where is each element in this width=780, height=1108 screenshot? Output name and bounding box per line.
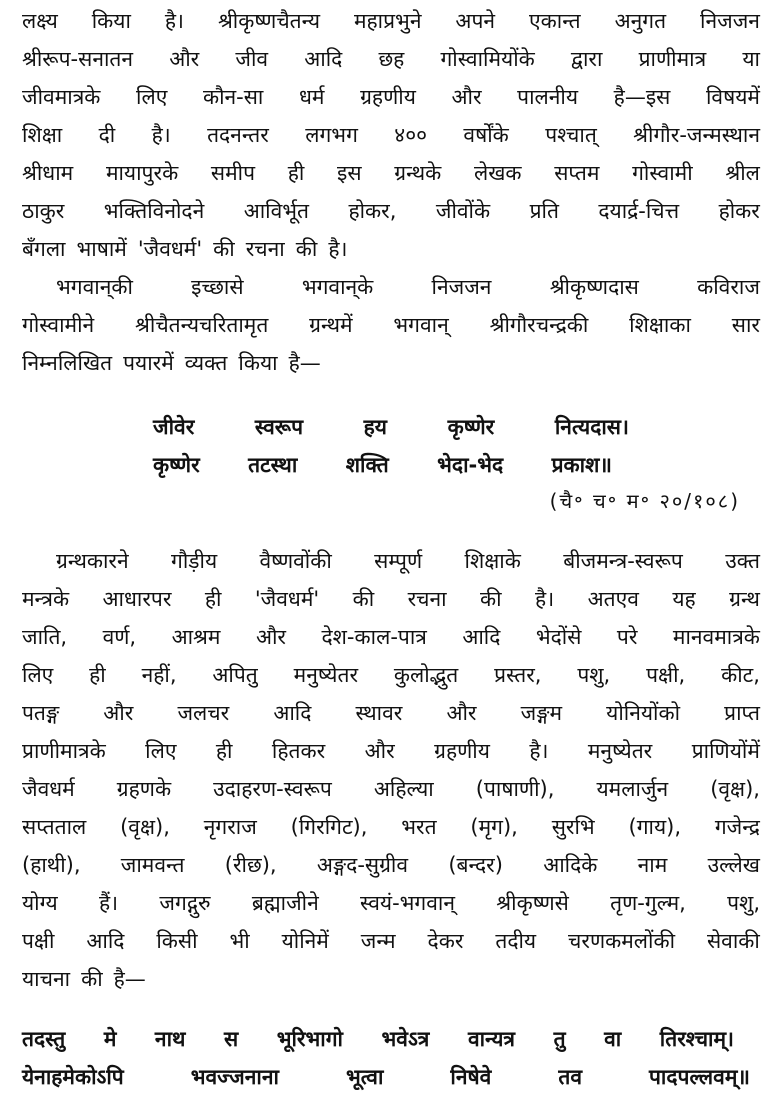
word: नाथ: [154, 1027, 186, 1051]
word: जाति,: [22, 625, 68, 649]
word: है।: [164, 9, 184, 33]
word: पशु,: [727, 891, 760, 915]
word: हय: [363, 415, 387, 439]
word: भक्तिविनोदने: [103, 199, 205, 223]
word: व्यक्त: [184, 351, 228, 375]
word: देश-काल-पात्र: [321, 625, 427, 649]
word: स: [223, 1027, 239, 1051]
word: तदीय: [495, 929, 537, 953]
text-line: [22, 846, 760, 884]
text-line: [22, 268, 760, 306]
word: प्राप्त: [724, 701, 760, 725]
word: सम्पूर्ण: [374, 549, 423, 573]
word: किया: [91, 9, 131, 33]
word: स्वयं-भगवान्: [360, 891, 456, 915]
word: आदि: [462, 625, 501, 649]
word: शिक्षाका: [629, 313, 691, 337]
word: स्वरूप: [254, 415, 303, 439]
word: प्रस्तर,: [494, 663, 542, 687]
word: श्रीगौरचन्द्रकी: [489, 313, 589, 337]
verse-line: [153, 446, 612, 484]
word: कृष्णेर: [153, 453, 200, 477]
word: सप्तताल: [22, 815, 87, 839]
word: नहीं,: [141, 663, 177, 687]
word: उदाहरण-स्वरूप: [213, 777, 332, 801]
word: ग्रन्थकारने: [56, 549, 129, 573]
word: गोस्वामियोंके: [440, 47, 535, 71]
word: ग्रहणीय: [360, 85, 416, 109]
word: भवज्जनाना: [190, 1065, 279, 1089]
word: है—: [288, 351, 321, 375]
word: की: [295, 237, 318, 261]
word: आविर्भूत: [243, 199, 309, 223]
word: हैं।: [98, 891, 119, 915]
word: यह: [672, 587, 696, 611]
text-line: [22, 618, 760, 656]
word: श्रीरूप-सनातन: [22, 47, 134, 71]
word: मानवमात्रके: [672, 625, 760, 649]
word: पतङ्ग: [22, 701, 60, 725]
word: भाषामें: [76, 237, 127, 261]
word: चरणकमलोंकी: [568, 929, 676, 953]
word: ग्रन्थमें: [309, 313, 353, 337]
word: श्रीधाम: [22, 161, 74, 185]
word: पशु,: [577, 663, 611, 687]
word: शिक्षा: [22, 123, 63, 147]
word: सप्तम: [554, 161, 600, 185]
word: प्राणियोंमें: [691, 739, 760, 763]
word: होकर,: [348, 199, 397, 223]
text-line: [22, 770, 760, 808]
word: आदिके: [543, 853, 598, 877]
word: इस: [337, 161, 362, 185]
word: (मृग),: [470, 815, 518, 839]
word: की: [213, 237, 235, 261]
word: आदि: [273, 701, 312, 725]
text-line: [22, 884, 760, 922]
word: भेदा-भेद: [437, 453, 504, 477]
word: है।: [151, 123, 171, 147]
sloka-block: [22, 1020, 760, 1096]
word: नृगराज: [203, 815, 257, 839]
word: (बन्दर): [448, 853, 503, 877]
word: सुरभि: [551, 815, 595, 839]
word: शिक्षाके: [464, 549, 521, 573]
word: श्रीकृष्णसे: [496, 891, 569, 915]
word: (गिरगिट),: [290, 815, 368, 839]
word: आदि: [304, 47, 343, 71]
word: वान्यत्र: [467, 1027, 516, 1051]
word: श्रीकृष्णचैतन्य: [217, 9, 320, 33]
word: समीप: [210, 161, 256, 185]
word: प्रति: [529, 199, 559, 223]
word: अतएव: [587, 587, 639, 611]
word: और: [446, 701, 477, 725]
word: बँगला: [22, 237, 66, 261]
word: जगद्गुरु: [159, 891, 211, 915]
word: वैष्णवोंकी: [259, 549, 332, 573]
word: है।: [535, 587, 555, 611]
word: जीवेर: [153, 415, 195, 439]
word: जीवोंके: [435, 199, 491, 223]
word: मायापुरके: [105, 161, 179, 185]
word: तृण-गुल्म,: [610, 891, 686, 915]
word: मनुष्येतर: [587, 739, 653, 763]
word: प्राणीमात्रके: [22, 739, 106, 763]
word: लिए: [136, 85, 168, 109]
word: (हाथी),: [22, 853, 81, 877]
word: निम्नलिखित: [22, 351, 113, 375]
word: योनिमें: [281, 929, 329, 953]
word: ग्रन्थके: [394, 161, 442, 185]
verse-reference: (चै॰ च॰ म॰ २०/१०८): [549, 489, 740, 513]
word: उक्त: [725, 549, 760, 573]
document-page: [22, 2, 760, 1096]
word: भवेऽत्र: [381, 1027, 430, 1051]
word: और: [169, 47, 200, 71]
word: और: [103, 701, 134, 725]
word: जैवधर्म: [22, 777, 75, 801]
text-line: [22, 694, 760, 732]
text-line: [22, 732, 760, 770]
paragraph-3: [22, 542, 760, 998]
word: कौन-सा: [202, 85, 264, 109]
word: है—इस: [613, 85, 671, 109]
word: पादपल्लवम्॥: [649, 1065, 750, 1089]
word: ग्रहणीय: [434, 739, 490, 763]
word: श्रील: [725, 161, 760, 185]
word: (गाय),: [628, 815, 682, 839]
word: विषयमें: [705, 85, 760, 109]
word: मनुष्येतर: [293, 663, 359, 687]
word: भी: [229, 929, 250, 953]
paragraph-2: [22, 268, 760, 382]
word: श्रीगौर-जन्मस्थान: [633, 123, 760, 147]
word: भगवान्‌के: [301, 275, 374, 299]
word: प्राणीमात्र: [638, 47, 707, 71]
word: (पाषाणी),: [475, 777, 555, 801]
word: जीव: [235, 47, 269, 71]
word: रचना: [407, 587, 447, 611]
word: वर्ण,: [102, 625, 137, 649]
word: भगवान्: [393, 313, 449, 337]
word: रचना: [245, 237, 285, 261]
word: येनाहमेकोऽपि: [22, 1065, 124, 1089]
text-line: [22, 116, 760, 154]
word: ग्रहणके: [116, 777, 172, 801]
word: जामवन्त: [120, 853, 185, 877]
word: पक्षी: [22, 929, 55, 953]
text-line: [22, 2, 760, 40]
paragraph-1: [22, 2, 760, 268]
word: आधारपर: [102, 587, 172, 611]
word: है।: [328, 237, 348, 261]
word: तु: [553, 1027, 566, 1051]
word: 'जैवधर्म': [137, 237, 203, 261]
word: कीट,: [721, 663, 760, 687]
text-line: [22, 656, 760, 694]
word: अपने: [455, 9, 496, 33]
word: धर्म: [298, 85, 325, 109]
word: अहिल्या: [373, 777, 434, 801]
word: है—: [113, 967, 146, 991]
word: भगवान्‌की: [56, 275, 133, 299]
text-line: [22, 154, 760, 192]
word: महाप्रभुने: [353, 9, 422, 33]
word: शक्ति: [345, 453, 389, 477]
word: गौड़ीय: [171, 549, 218, 573]
word: दयार्द्र-चित्त: [598, 199, 680, 223]
word: जन्म: [360, 929, 396, 953]
word: पालनीय: [517, 85, 579, 109]
word: लगभग: [305, 123, 358, 147]
text-line: [22, 40, 760, 78]
word: ही: [204, 587, 222, 611]
text-line: [22, 960, 760, 998]
word: याचना: [22, 967, 71, 991]
word: वर्षोंके: [463, 123, 509, 147]
text-line: [22, 580, 760, 618]
word: और: [451, 85, 482, 109]
word: भरत: [401, 815, 437, 839]
word: तिरश्चाम्।: [659, 1027, 734, 1051]
word: पयारमें: [123, 351, 174, 375]
word: जीवमात्रके: [22, 85, 101, 109]
word: निजजन: [700, 9, 760, 33]
text-line: [22, 344, 760, 382]
word: अपितु: [212, 663, 258, 687]
word: यमलार्जुन: [596, 777, 669, 801]
word: किसी: [156, 929, 198, 953]
word: छह: [378, 47, 405, 71]
word: जङ्गम: [520, 701, 563, 725]
word: नित्यदास।: [554, 415, 629, 439]
word: की: [480, 587, 502, 611]
word: या: [742, 47, 760, 71]
word: अनुगत: [614, 9, 667, 33]
word: आश्रम: [171, 625, 221, 649]
word: भेदोंसे: [535, 625, 582, 649]
word: ही: [215, 739, 233, 763]
word: गोस्वामीने: [22, 313, 95, 337]
word: (वृक्ष),: [120, 815, 170, 839]
word: भूरिभागो: [276, 1027, 343, 1051]
word: लक्ष्य: [22, 9, 58, 33]
word: की: [81, 967, 103, 991]
word: (वृक्ष),: [710, 777, 760, 801]
word: श्रीचैतन्यचरितामृत: [135, 313, 269, 337]
word: नाम: [637, 853, 668, 877]
word: ब्रह्माजीने: [251, 891, 319, 915]
word: ठाकुर: [22, 199, 65, 223]
word: गजेन्द्र: [714, 815, 760, 839]
word: उल्लेख: [707, 853, 760, 877]
word: ४००: [394, 123, 428, 147]
text-line: [22, 808, 760, 846]
word: 'जैवधर्म': [254, 587, 320, 611]
text-line: [22, 542, 760, 580]
word: और: [364, 739, 395, 763]
word: लिए: [145, 739, 177, 763]
word: लेखक: [473, 161, 522, 185]
word: और: [255, 625, 287, 649]
word: निजजन: [431, 275, 492, 299]
word: योग्य: [22, 891, 58, 915]
text-line: [22, 192, 760, 230]
word: निषेवे: [450, 1065, 492, 1089]
word: कृष्णेर: [447, 415, 495, 439]
word: द्वारा: [570, 47, 603, 71]
word: श्रीकृष्णदास: [549, 275, 639, 299]
word: होकर: [718, 199, 760, 223]
text-line: [22, 78, 760, 116]
word: आदि: [86, 929, 125, 953]
word: जलचर: [177, 701, 230, 725]
word: कुलोद्भुत: [393, 663, 459, 687]
word: पक्षी,: [646, 663, 686, 687]
text-line: [22, 230, 760, 268]
word: गोस्वामी: [632, 161, 693, 185]
verse-line: [153, 408, 629, 446]
word: स्थावर: [355, 701, 403, 725]
verse-block: [22, 408, 760, 518]
word: (रीछ),: [224, 853, 277, 877]
word: सार: [731, 313, 760, 337]
word: मे: [103, 1027, 117, 1051]
word: किया: [238, 351, 278, 375]
word: ग्रन्थ: [729, 587, 760, 611]
word: तदस्तु: [22, 1027, 66, 1051]
sloka-line: [22, 1020, 734, 1058]
word: पश्चात्: [545, 123, 597, 147]
sloka-line: [22, 1058, 750, 1096]
word: अङ्गद-सुग्रीव: [316, 853, 409, 877]
word: एकान्त: [529, 9, 581, 33]
word: तदनन्तर: [207, 123, 269, 147]
word: कविराज: [697, 275, 760, 299]
text-line: [22, 922, 760, 960]
word: ही: [89, 663, 106, 687]
text-line: [22, 306, 760, 344]
word: वा: [604, 1027, 622, 1051]
word: मन्त्रके: [22, 587, 70, 611]
word: देकर: [427, 929, 464, 953]
word: प्रकाश॥: [551, 453, 612, 477]
word: भूत्वा: [345, 1065, 384, 1089]
word: परे: [616, 625, 638, 649]
word: लिए: [22, 663, 54, 687]
word: दी: [98, 123, 116, 147]
word: ही: [287, 161, 305, 185]
word: बीजमन्त्र-स्वरूप: [563, 549, 683, 573]
word: तव: [558, 1065, 582, 1089]
word: सेवाकी: [706, 929, 760, 953]
word: योनियोंको: [606, 701, 681, 725]
word: की: [352, 587, 375, 611]
word: हितकर: [271, 739, 326, 763]
word: है।: [529, 739, 549, 763]
word: तटस्था: [248, 453, 298, 477]
word: इच्छासे: [191, 275, 244, 299]
